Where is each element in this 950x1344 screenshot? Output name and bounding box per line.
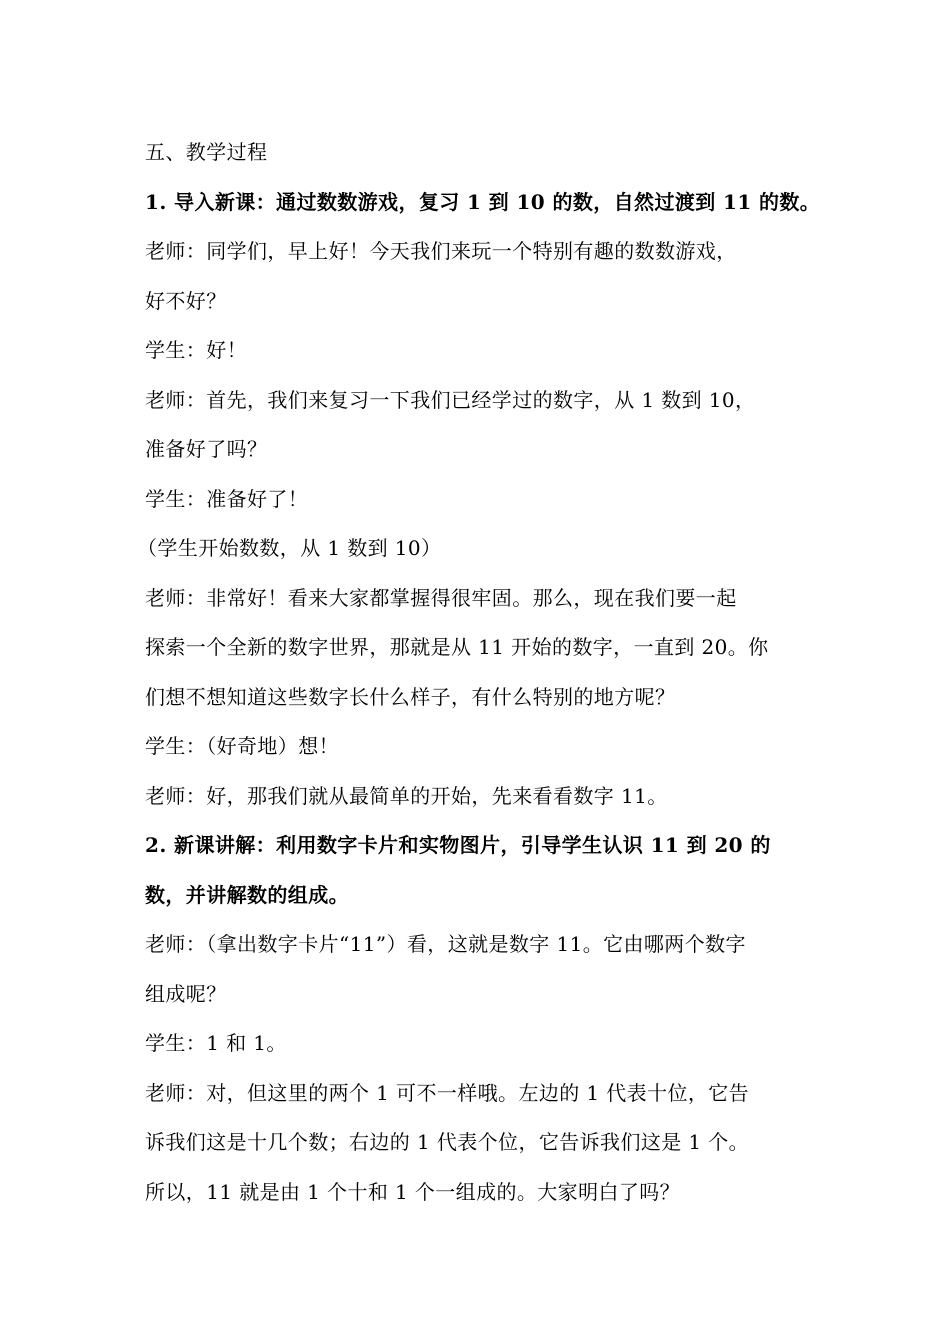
dialogue-line: 老师：首先，我们来复习一下我们已经学过的数字，从 1 数到 10， xyxy=(145,387,756,412)
dialogue-line: 组成呢？ xyxy=(145,981,227,1006)
section-heading: 五、教学过程 xyxy=(145,140,268,164)
dialogue-line: 所以，11 就是由 1 个十和 1 个一组成的。大家明白了吗？ xyxy=(145,1179,681,1204)
dialogue-line: 老师：非常好！看来大家都掌握得很牢固。那么，现在我们要一起 xyxy=(145,585,737,610)
dialogue-line: 探索一个全新的数字世界，那就是从 11 开始的数字，一直到 20。你 xyxy=(145,635,769,659)
step-2-heading: 2. 新课讲解：利用数字卡片和实物图片，引导学生认识 11 到 20 的 xyxy=(145,833,771,857)
dialogue-line: 学生：好！ xyxy=(145,338,247,362)
dialogue-line: 学生：1 和 1。 xyxy=(145,1031,287,1055)
dialogue-line: 老师：对，但这里的两个 1 可不一样哦。左边的 1 代表十位，它告 xyxy=(145,1080,750,1105)
dialogue-line: 老师：（拿出数字卡片“11”）看，这就是数字 11。它由哪两个数字 xyxy=(145,932,746,956)
dialogue-line: 诉我们这是十几个数；右边的 1 代表个位，它告诉我们这是 1 个。 xyxy=(145,1130,750,1154)
dialogue-line: 们想不想知道这些数字长什么样子，有什么特别的地方呢？ xyxy=(145,684,676,709)
document-body xyxy=(137,128,821,1217)
dialogue-line: 准备好了吗？ xyxy=(145,437,268,461)
dialogue-line: 好不好？ xyxy=(145,288,227,313)
dialogue-line: 学生：准备好了！ xyxy=(145,486,309,511)
dialogue-line: 学生：（好奇地）想！ xyxy=(145,734,339,758)
step-2-heading-cont: 数，并讲解数的组成。 xyxy=(145,882,349,907)
dialogue-line: 老师：同学们，早上好！今天我们来玩一个特别有趣的数数游戏， xyxy=(145,239,737,263)
step-1-heading: 1. 导入新课：通过数数游戏，复习 1 到 10 的数，自然过渡到 11 的数。 xyxy=(145,189,821,214)
stage-direction: （学生开始数数，从 1 数到 10） xyxy=(137,536,442,560)
dialogue-line: 老师：好，那我们就从最简单的开始，先来看看数字 11。 xyxy=(145,783,668,808)
